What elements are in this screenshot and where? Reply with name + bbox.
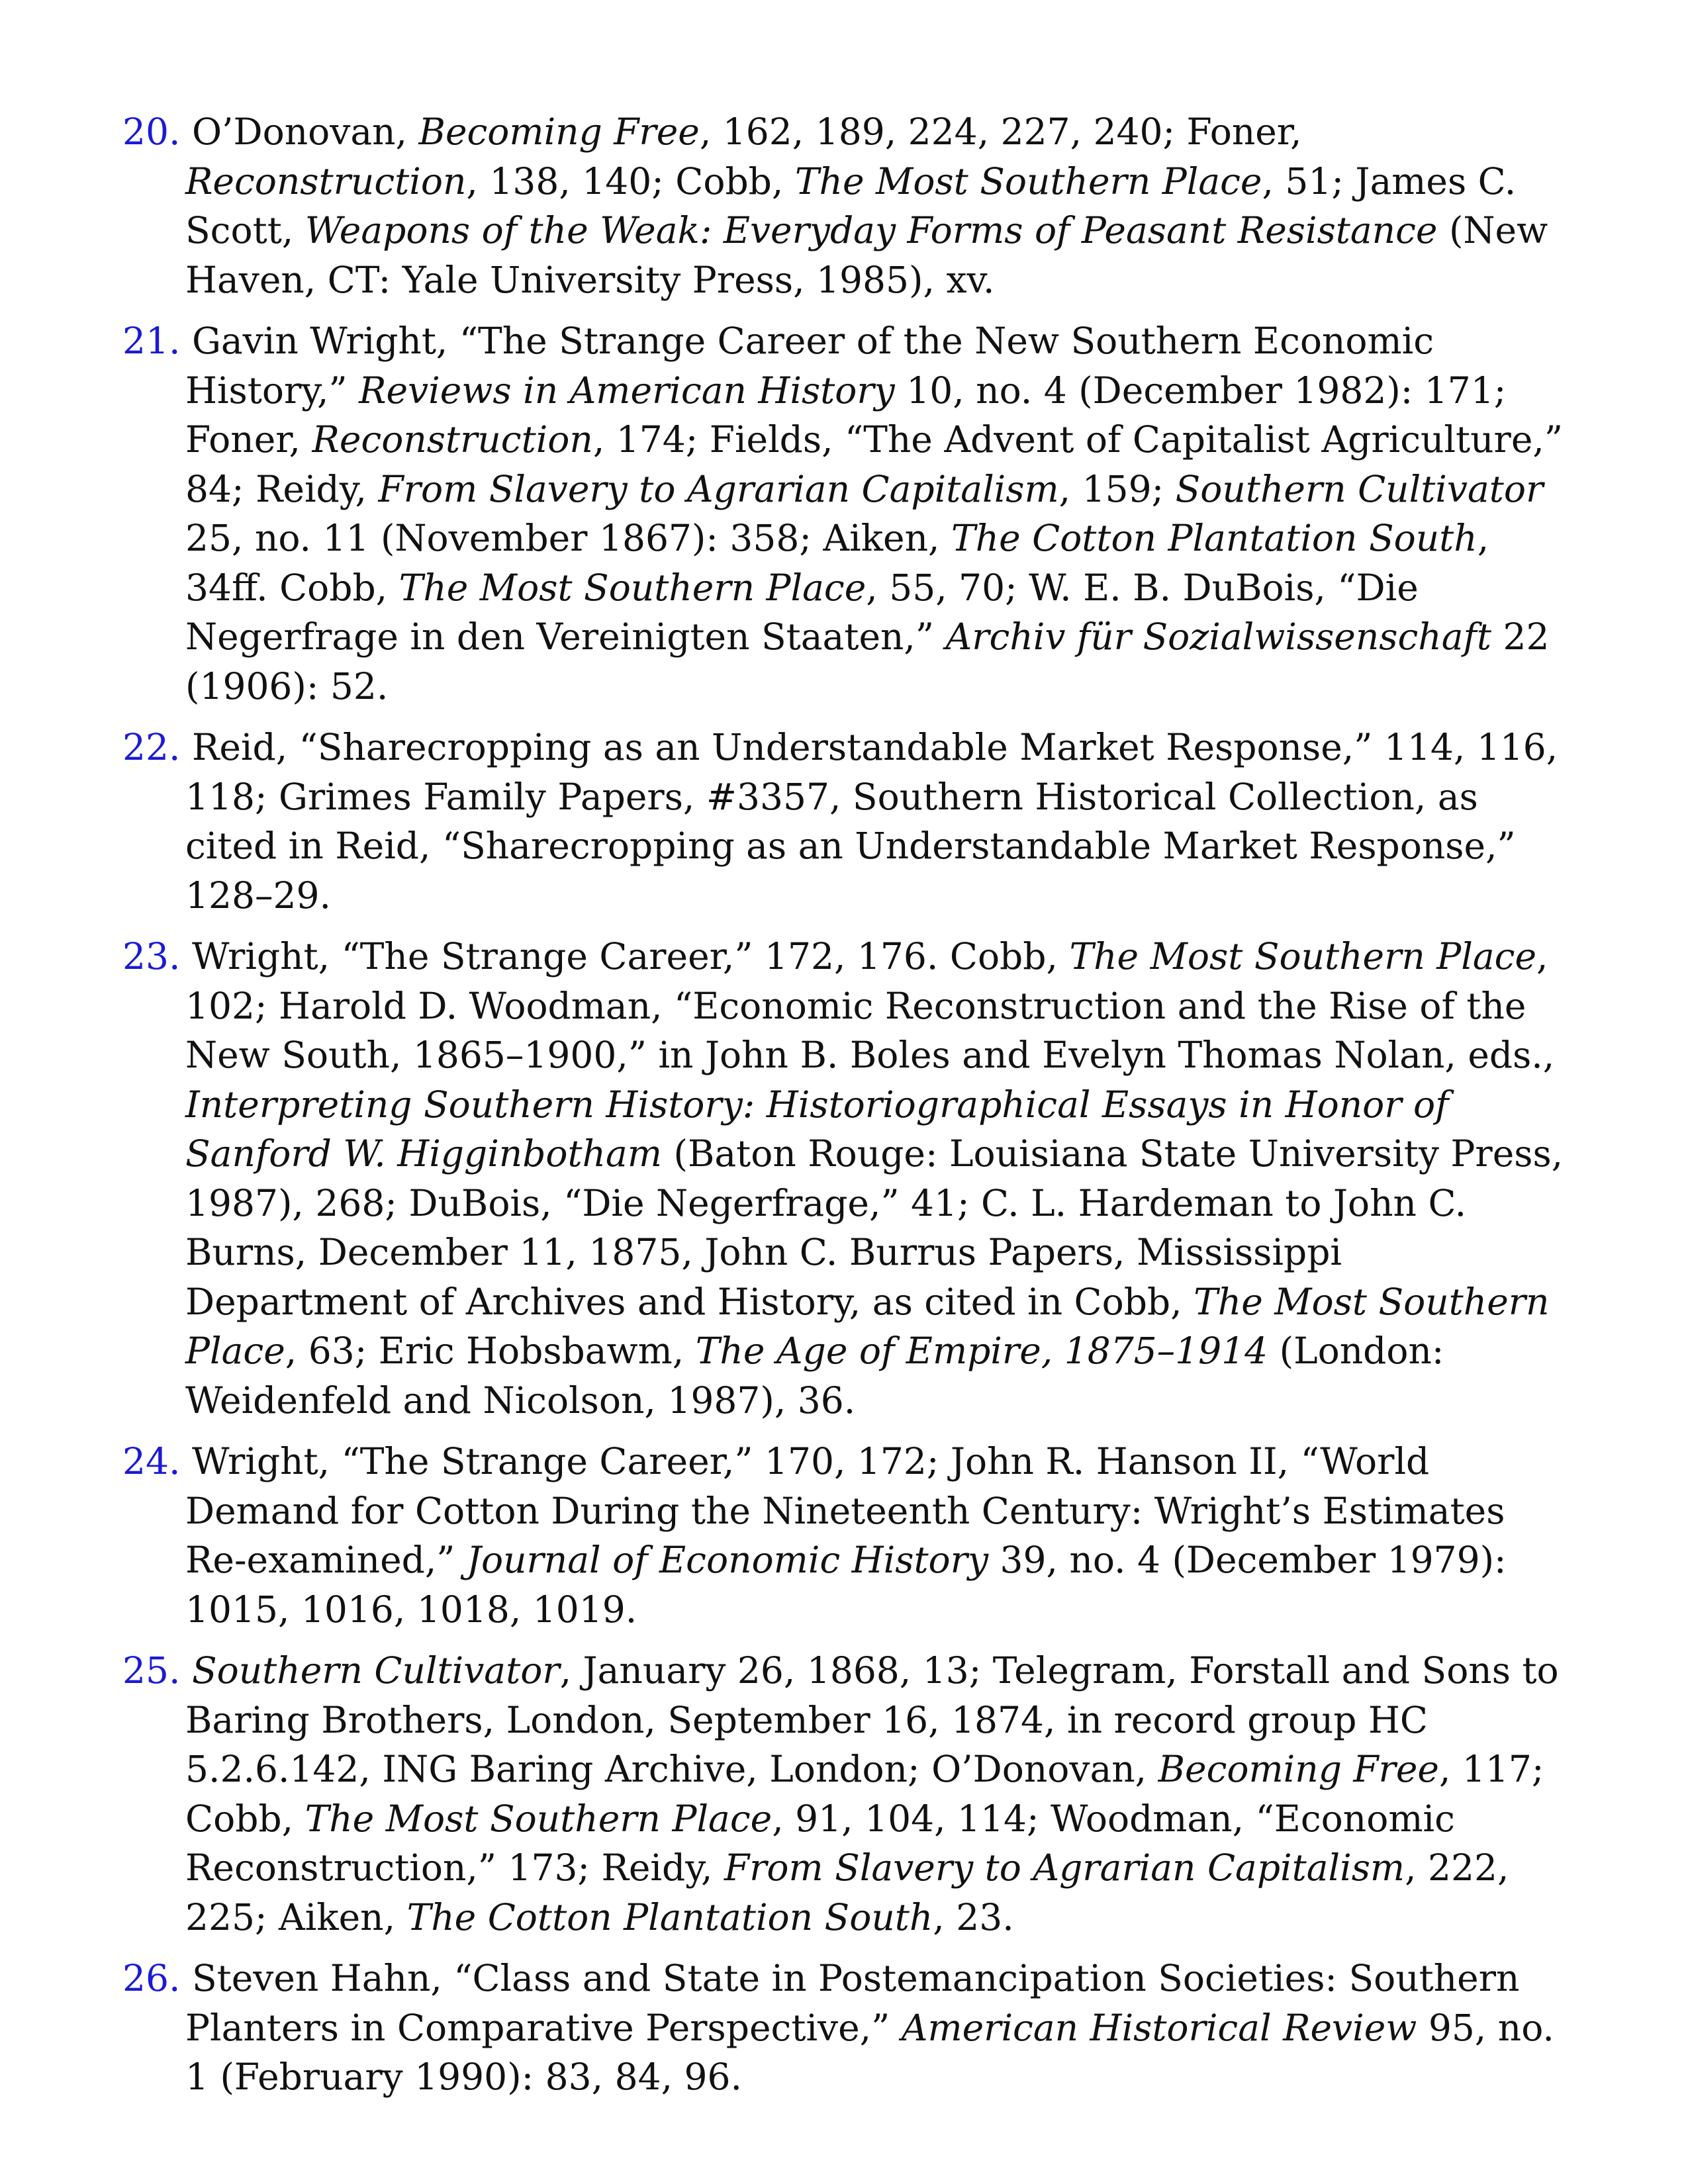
endnote-text: Reid, “Sharecropping as an Understandable Market Response,” 114, 116, 118; Grimes Family Papers, #3357, Southern Historical Collection, as cited in Reid, “Sharecropping as an Understandable Market Response,” 128–29.: [185, 726, 1558, 917]
endnote: [122, 316, 1566, 711]
endnote: [122, 723, 1566, 920]
endnote-text: Wright, “The Strange Career,” 170, 172; John R. Hanson II, “World Demand for Cotton During the Nineteenth Century: Wright’s Estimates Re-examined,”: [185, 1440, 1505, 1581]
endnote-title-italic: Weapons of the Weak: Everyday Forms of Peasant Resistance: [305, 209, 1438, 251]
endnote-title-italic: Southern Cultivator: [1175, 467, 1544, 510]
endnote-title-italic: The Most Southern Place: [794, 159, 1262, 203]
endnote-text: , January 26, 1868, 13; Telegram, Forstall and Sons to Baring Brothers, London, September 16, 1874, in record group HC 5.2.6.142, ING Baring Archive, London; O’Donovan,: [185, 1649, 1559, 1790]
endnote: [122, 107, 1566, 304]
endnote-text: , 162, 189, 224, 227, 240; Foner,: [699, 111, 1302, 153]
endnote-title-italic: The Most Southern Place: [305, 1797, 773, 1840]
endnote-text: , 51; James C. Scott,: [185, 159, 1517, 251]
endnote-text: O’Donovan,: [191, 111, 419, 153]
endnote-text: (Baton Rouge: Louisiana State University Press, 1987), 268; DuBois, “Die Negerfrage,” 41; C. L. Hardeman to John C. Burns, December 11, 1875, John C. Burrus Papers, Mississippi Department of Archives and History, as cited in Cobb,: [185, 1132, 1564, 1323]
endnote: [122, 1954, 1566, 2102]
endnote-text: , 91, 104, 114; Woodman, “Economic Reconstruction,” 173; Reidy,: [185, 1797, 1455, 1889]
endnote-text: (London: Weidenfeld and Nicolson, 1987), 36.: [185, 1330, 1444, 1422]
endnote-text: , 63; Eric Hobsbawm,: [285, 1330, 696, 1372]
endnote-text: Wright, “The Strange Career,” 172, 176. Cobb,: [191, 935, 1070, 978]
endnote-text: (New Haven, CT: Yale University Press, 1985), xv.: [185, 209, 1548, 301]
endnote-title-italic: From Slavery to Agrarian Capitalism: [378, 467, 1059, 510]
endnote-number-link[interactable]: 20.: [122, 111, 181, 153]
endnote-title-italic: The Most Southern Place: [185, 1280, 1550, 1372]
endnote-text: Gavin Wright, “The Strange Career of the New Southern Economic History,”: [185, 320, 1434, 412]
endnote-text: 10, no. 4 (December 1982): 171; Foner,: [185, 369, 1507, 461]
endnote-number-link[interactable]: 21.: [122, 320, 181, 362]
endnote-title-italic: The Most Southern Place: [399, 566, 867, 609]
endnote: [122, 932, 1566, 1425]
endnote-title-italic: Becoming Free: [1158, 1748, 1439, 1790]
endnote-title-italic: Journal of Economic History: [466, 1539, 989, 1581]
endnote-title-italic: Southern Cultivator: [191, 1649, 560, 1692]
endnote-title-italic: From Slavery to Agrarian Capitalism: [724, 1846, 1405, 1889]
endnote-number-link[interactable]: 25.: [122, 1649, 181, 1692]
endnote-title-italic: The Cotton Plantation South: [406, 1895, 933, 1938]
endnote-title-italic: Archiv für Sozialwissenschaft: [945, 615, 1491, 658]
endnote-number-link[interactable]: 23.: [122, 935, 181, 978]
endnote-number-link[interactable]: 24.: [122, 1440, 181, 1482]
endnote-text: 25, no. 11 (November 1867): 358; Aiken,: [185, 517, 951, 559]
endnote-number-link[interactable]: 26.: [122, 1957, 181, 1999]
endnote-title-italic: Becoming Free: [418, 111, 700, 153]
endnote-text: , 102; Harold D. Woodman, “Economic Reconstruction and the Rise of the New South, 1865–1900,” in John B. Boles and Evelyn Thomas Nolan, eds.,: [185, 935, 1555, 1076]
endnote-text: , 23.: [933, 1895, 1014, 1938]
endnote-title-italic: The Cotton Plantation South: [951, 517, 1477, 559]
endnote-title-italic: American Historical Review: [901, 2006, 1417, 2049]
endnote-text: , 174; Fields, “The Advent of Capitalist Agriculture,” 84; Reidy,: [185, 418, 1563, 510]
endnote-text: , 55, 70; W. E. B. DuBois, “Die Negerfrage in den Vereinigten Staaten,”: [185, 566, 1419, 658]
endnote-text: 39, no. 4 (December 1979): 1015, 1016, 1018, 1019.: [185, 1539, 1507, 1631]
endnote-number-link[interactable]: 22.: [122, 726, 181, 768]
endnotes-list: [122, 107, 1566, 2102]
endnote-title-italic: Interpreting Southern History: Historiographical Essays in Honor of Sanford W. Higginbotham: [185, 1083, 1449, 1175]
endnote-text: , 222, 225; Aiken,: [185, 1846, 1509, 1938]
endnote-text: 22 (1906): 52.: [185, 615, 1550, 707]
endnote-title-italic: The Most Southern Place: [1069, 935, 1537, 978]
notes-page: [122, 107, 1566, 2114]
endnote-title-italic: Reconstruction: [312, 418, 593, 461]
endnote-text: , 138, 140; Cobb,: [466, 159, 795, 203]
endnote: [122, 1646, 1566, 1942]
endnote-text: Steven Hahn, “Class and State in Postemancipation Societies: Southern Planters in Comparative Perspective,”: [185, 1957, 1520, 2049]
endnote-text: , 34ff. Cobb,: [185, 517, 1489, 609]
endnote-text: 95, no. 1 (February 1990): 83, 84, 96.: [185, 2006, 1554, 2098]
endnote-text: , 117; Cobb,: [185, 1748, 1544, 1840]
endnote-title-italic: Reconstruction: [185, 159, 467, 203]
endnote: [122, 1437, 1566, 1634]
endnote-text: , 159;: [1058, 467, 1176, 510]
endnote-title-italic: The Age of Empire, 1875–1914: [695, 1330, 1268, 1372]
endnote-title-italic: Reviews in American History: [359, 369, 895, 412]
